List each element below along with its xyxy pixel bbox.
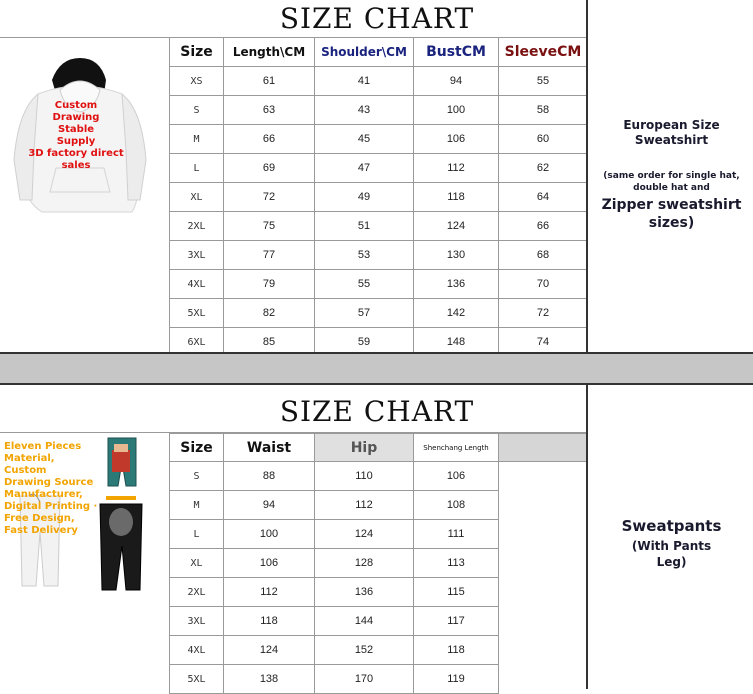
table-row [170, 96, 588, 125]
cell-waist: 124 [224, 636, 315, 665]
cell-waist: 138 [224, 665, 315, 694]
table-row [170, 299, 588, 328]
cell-sleeve: 72 [499, 299, 588, 328]
cell-length: 66 [224, 125, 315, 154]
overlay-line: Custom [54, 100, 98, 111]
european-size-heading: European Size [623, 118, 720, 132]
overlay-line: Drawing Source [4, 477, 94, 488]
cell-shoulder: 43 [315, 96, 414, 125]
header-bust: BustCM [414, 38, 499, 67]
cell-size: XL [170, 549, 224, 578]
table-header-row [170, 434, 588, 462]
overlay-line: Drawing [52, 112, 100, 123]
header-shoulder: Shoulder\CM [315, 38, 414, 67]
overlay-line: Free Design, [4, 513, 75, 524]
cell-waist: 88 [224, 462, 315, 491]
bottom-right-divider [586, 385, 588, 689]
overlay-line: Fast Delivery [4, 525, 78, 536]
cell-length: 77 [224, 241, 315, 270]
overlay-line: Digital Printing · [4, 501, 98, 512]
cell-sleeve: 64 [499, 183, 588, 212]
sweatshirt-description [590, 118, 753, 232]
cell-size: L [170, 520, 224, 549]
header-waist: Waist [224, 434, 315, 462]
table-row [170, 67, 588, 96]
cell-length: 69 [224, 154, 315, 183]
cell-bust: 112 [414, 154, 499, 183]
sizes-emphasis: sizes) [648, 215, 695, 231]
overlay-line: sales [61, 160, 91, 171]
sweatpants-description [590, 516, 753, 570]
cell-bust: 124 [414, 212, 499, 241]
cell-sleeve: 74 [499, 328, 588, 357]
table-row [170, 125, 588, 154]
overlay-line: Custom [4, 465, 47, 476]
table-row [170, 549, 588, 578]
cell-size: 2XL [170, 212, 224, 241]
cell-length: 63 [224, 96, 315, 125]
table-row [170, 270, 588, 299]
cell-sleeve: 62 [499, 154, 588, 183]
table-header-row [170, 38, 588, 67]
cell-hip: 170 [315, 665, 414, 694]
overlay-line: 3D factory direct [28, 148, 124, 159]
cell-hip: 152 [315, 636, 414, 665]
cell-sleeve: 60 [499, 125, 588, 154]
cell-hip: 124 [315, 520, 414, 549]
cell-size: 4XL [170, 270, 224, 299]
overlay-line: Eleven Pieces [4, 441, 82, 452]
sweatshirt-heading: Sweatshirt [634, 133, 709, 147]
header-sleeve: SleeveCM [499, 38, 588, 67]
sweatshirt-size-table [169, 37, 588, 357]
cell-length: 75 [224, 212, 315, 241]
cell-shoulder: 41 [315, 67, 414, 96]
table-row [170, 154, 588, 183]
hoodie-overlay-text [6, 100, 146, 172]
with-pants-note: (With Pants [631, 539, 712, 553]
cell-length: 115 [414, 578, 499, 607]
cell-size: 4XL [170, 636, 224, 665]
cell-length: 82 [224, 299, 315, 328]
cell-length: 111 [414, 520, 499, 549]
header-length: Length\CM [224, 38, 315, 67]
cell-hip: 110 [315, 462, 414, 491]
cell-size: 6XL [170, 328, 224, 357]
cell-shoulder: 57 [315, 299, 414, 328]
cell-waist: 94 [224, 491, 315, 520]
table-row [170, 665, 588, 694]
cell-size: M [170, 491, 224, 520]
cell-size: 5XL [170, 665, 224, 694]
cell-bust: 148 [414, 328, 499, 357]
cell-hip: 136 [315, 578, 414, 607]
cell-hip: 112 [315, 491, 414, 520]
cell-length: 72 [224, 183, 315, 212]
overlay-line: Manufacturer, [4, 489, 83, 500]
table-row [170, 212, 588, 241]
cell-length: 118 [414, 636, 499, 665]
same-order-note: (same order for single hat, double hat and [603, 171, 740, 193]
cell-waist: 118 [224, 607, 315, 636]
section-divider-band [0, 352, 753, 385]
cell-length: 108 [414, 491, 499, 520]
cell-size: 3XL [170, 241, 224, 270]
cell-length: 117 [414, 607, 499, 636]
cell-size: M [170, 125, 224, 154]
cell-bust: 142 [414, 299, 499, 328]
cell-size: XS [170, 67, 224, 96]
cell-shoulder: 47 [315, 154, 414, 183]
cell-length: 106 [414, 462, 499, 491]
cell-waist: 112 [224, 578, 315, 607]
sweatpants-overlay-text [4, 441, 106, 537]
cell-shoulder: 51 [315, 212, 414, 241]
cell-sleeve: 66 [499, 212, 588, 241]
sweatpants-size-table [169, 433, 588, 694]
cell-size: XL [170, 183, 224, 212]
cell-waist: 100 [224, 520, 315, 549]
cell-hip: 144 [315, 607, 414, 636]
cell-bust: 106 [414, 125, 499, 154]
cell-shoulder: 55 [315, 270, 414, 299]
cell-size: L [170, 154, 224, 183]
bottom-size-chart-title: SIZE CHART [279, 395, 475, 428]
cell-sleeve: 68 [499, 241, 588, 270]
header-hip: Hip [315, 434, 414, 462]
cell-sleeve: 55 [499, 67, 588, 96]
cell-bust: 100 [414, 96, 499, 125]
cell-length: 61 [224, 67, 315, 96]
overlay-line: Supply [56, 136, 96, 147]
header-size: Size [170, 38, 224, 67]
leg-note: Leg) [656, 555, 687, 569]
cell-shoulder: 59 [315, 328, 414, 357]
cell-waist: 106 [224, 549, 315, 578]
cell-sleeve: 58 [499, 96, 588, 125]
cell-shoulder: 45 [315, 125, 414, 154]
cell-shoulder: 53 [315, 241, 414, 270]
header-shenchang-length: Shenchang Length [414, 434, 499, 462]
cell-bust: 136 [414, 270, 499, 299]
cell-size: S [170, 96, 224, 125]
cell-length: 79 [224, 270, 315, 299]
cell-size: 5XL [170, 299, 224, 328]
sweatpants-heading: Sweatpants [621, 517, 722, 535]
blank-cell [499, 434, 588, 462]
cell-length: 85 [224, 328, 315, 357]
table-row [170, 636, 588, 665]
top-size-chart-title: SIZE CHART [279, 2, 475, 35]
cell-length: 119 [414, 665, 499, 694]
table-row [170, 241, 588, 270]
header-size: Size [170, 434, 224, 462]
cell-hip: 128 [315, 549, 414, 578]
overlay-line: Stable [57, 124, 95, 135]
cell-size: 2XL [170, 578, 224, 607]
table-row [170, 520, 588, 549]
zipper-sweatshirt-emphasis: Zipper sweatshirt [601, 197, 742, 213]
top-right-divider [586, 0, 588, 352]
table-row [170, 491, 588, 520]
cell-bust: 130 [414, 241, 499, 270]
table-row [170, 578, 588, 607]
cell-size: 3XL [170, 607, 224, 636]
cell-length: 113 [414, 549, 499, 578]
cell-size: S [170, 462, 224, 491]
cell-bust: 118 [414, 183, 499, 212]
table-row [170, 607, 588, 636]
overlay-line: Material, [4, 453, 55, 464]
cell-shoulder: 49 [315, 183, 414, 212]
cell-sleeve: 70 [499, 270, 588, 299]
table-row [170, 183, 588, 212]
cell-bust: 94 [414, 67, 499, 96]
table-row [170, 462, 588, 491]
